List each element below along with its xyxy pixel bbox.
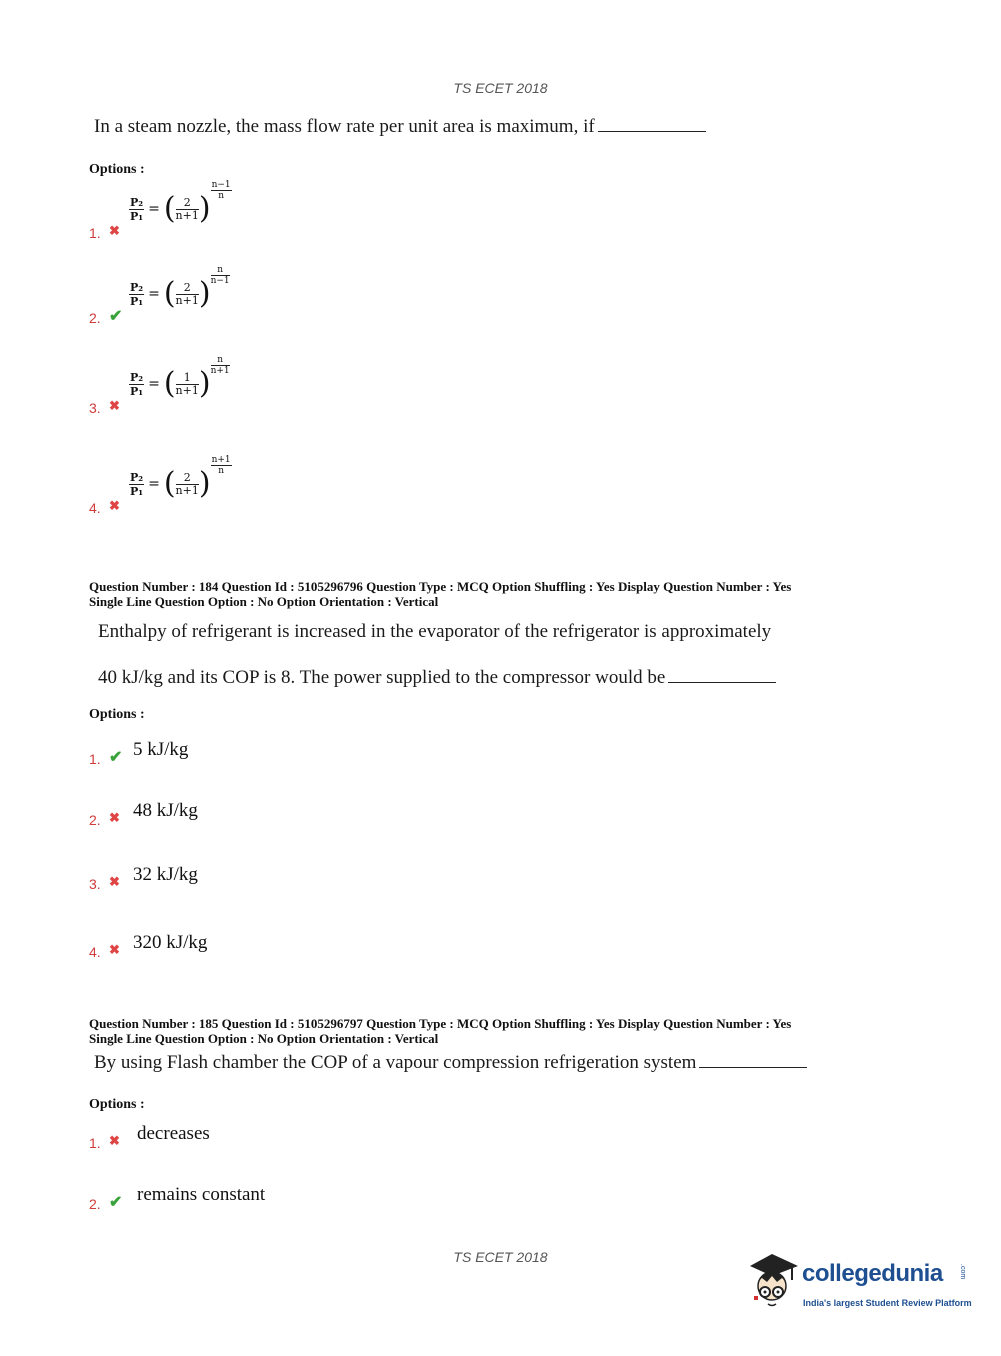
- option-text: 320 kJ/kg: [133, 932, 208, 953]
- q184-meta-line2: Single Line Question Option : No Option Orientation : Vertical: [89, 594, 439, 609]
- option-text: decreases: [137, 1123, 210, 1144]
- p1: P₁: [130, 484, 144, 498]
- exp-num: n−1: [211, 180, 231, 190]
- p2: P₂: [130, 195, 144, 209]
- exponent: [211, 355, 230, 376]
- exp-den: n+1: [210, 366, 230, 376]
- right-paren: ): [198, 366, 211, 401]
- option-text: 48 kJ/kg: [133, 800, 198, 821]
- p2: P₂: [130, 280, 144, 294]
- inner-fraction: [176, 372, 199, 397]
- option-number: 4.: [89, 500, 101, 516]
- pressure-ratio: [129, 471, 144, 498]
- option-number: 4.: [89, 944, 101, 960]
- option-3: [89, 355, 289, 416]
- q185-options-label: Options :: [89, 1097, 145, 1112]
- right-paren: ): [198, 191, 211, 226]
- option-formula: [129, 265, 230, 311]
- option-number: 2.: [89, 310, 101, 326]
- inner-den: n+1: [175, 208, 199, 222]
- option-1: [89, 1123, 389, 1153]
- right-paren: ): [198, 466, 211, 501]
- option-4: [89, 455, 289, 516]
- option-number: 2.: [89, 812, 101, 828]
- q185-meta-line2: Single Line Question Option : No Option Orientation : Vertical: [89, 1031, 439, 1046]
- q1-options-label: Options :: [89, 162, 145, 177]
- q185-text: By using Flash chamber the COP of a vapour compression refrigeration system: [94, 1052, 807, 1074]
- option-number: 1.: [89, 225, 101, 241]
- p1: P₁: [130, 384, 144, 398]
- page-header: TS ECET 2018: [453, 80, 548, 96]
- correct-answer-icon: ✔: [109, 308, 123, 325]
- option-text: remains constant: [137, 1184, 266, 1205]
- left-paren: (: [163, 466, 176, 501]
- wrong-answer-icon: ✖: [109, 1133, 120, 1148]
- exp-num: n: [211, 355, 230, 366]
- q185-meta: [89, 1016, 791, 1046]
- exponent: [211, 265, 230, 286]
- equals: =: [148, 476, 160, 492]
- option-2: [89, 800, 389, 830]
- option-text: 32 kJ/kg: [133, 864, 198, 885]
- correct-answer-icon: ✔: [109, 1194, 123, 1211]
- p1: P₁: [130, 294, 144, 308]
- p2: P₂: [130, 370, 144, 384]
- logo-wordmark: collegedunia: [802, 1260, 943, 1287]
- logo-suffix: .com: [959, 1264, 966, 1280]
- pressure-ratio: [129, 281, 144, 308]
- exponent: [211, 455, 232, 476]
- option-number: 3.: [89, 876, 101, 892]
- answer-blank: [668, 668, 776, 683]
- inner-fraction: [176, 197, 199, 222]
- q184-options-label: Options :: [89, 707, 145, 722]
- pressure-ratio: [129, 371, 144, 398]
- left-paren: (: [163, 191, 176, 226]
- question-183-text: In a steam nozzle, the mass flow rate per unit area is maximum, if: [94, 116, 706, 138]
- correct-answer-icon: ✔: [109, 749, 123, 766]
- page-footer: TS ECET 2018: [453, 1249, 548, 1265]
- option-number: 1.: [89, 751, 101, 767]
- left-paren: (: [163, 276, 176, 311]
- q185-meta-line1: Question Number : 185 Question Id : 5105296797 Question Type : MCQ Option Shuffling : Yes Display Question Number : Yes: [89, 1016, 792, 1031]
- inner-fraction: [176, 472, 199, 497]
- equals: =: [148, 286, 160, 302]
- exp-den: n: [218, 466, 225, 476]
- wrong-answer-icon: ✖: [109, 874, 120, 889]
- option-4: [89, 932, 389, 962]
- option-1: [89, 739, 389, 769]
- inner-den: n+1: [175, 383, 199, 397]
- left-paren: (: [163, 366, 176, 401]
- option-number: 3.: [89, 400, 101, 416]
- q184-text-line1: Enthalpy of refrigerant is increased in the evaporator of the refrigerator is approximately: [98, 621, 772, 642]
- q184-meta-line1: Question Number : 184 Question Id : 5105296796 Question Type : MCQ Option Shuffling : Yes Display Question Number : Yes: [89, 579, 792, 594]
- exp-num: n: [211, 265, 230, 276]
- option-formula: [129, 355, 230, 401]
- inner-num: 2: [176, 472, 199, 485]
- option-formula: [129, 455, 232, 501]
- option-2: [89, 265, 289, 326]
- q184-meta: [89, 579, 791, 609]
- pressure-ratio: [129, 196, 144, 223]
- option-text: 5 kJ/kg: [133, 739, 189, 760]
- p1: P₁: [130, 209, 144, 223]
- inner-fraction: [176, 282, 199, 307]
- inner-den: n+1: [175, 483, 199, 497]
- wrong-answer-icon: ✖: [109, 223, 120, 238]
- exp-num: n+1: [211, 455, 231, 465]
- inner-num: 2: [176, 282, 199, 295]
- wrong-answer-icon: ✖: [109, 942, 120, 957]
- wrong-answer-icon: ✖: [109, 398, 120, 413]
- q184-text-line2: 40 kJ/kg and its COP is 8. The power supplied to the compressor would be: [98, 667, 776, 689]
- inner-num: 2: [176, 197, 199, 210]
- right-paren: ): [198, 276, 211, 311]
- equals: =: [148, 201, 160, 217]
- collegedunia-logo: [742, 1252, 972, 1316]
- option-number: 1.: [89, 1135, 101, 1151]
- inner-num: 1: [176, 372, 199, 385]
- exp-den: n−1: [210, 276, 230, 286]
- exp-den: n: [218, 191, 225, 201]
- answer-blank: [699, 1053, 807, 1068]
- option-3: [89, 864, 389, 894]
- inner-den: n+1: [175, 293, 199, 307]
- option-1: [89, 180, 289, 241]
- wrong-answer-icon: ✖: [109, 498, 120, 513]
- mascot-icon: [742, 1252, 800, 1316]
- option-formula: [129, 180, 232, 226]
- answer-blank: [598, 117, 706, 132]
- option-number: 2.: [89, 1196, 101, 1212]
- p2: P₂: [130, 470, 144, 484]
- exponent: [211, 180, 232, 201]
- wrong-answer-icon: ✖: [109, 810, 120, 825]
- option-2: [89, 1184, 389, 1214]
- logo-tagline: India's largest Student Review Platform: [803, 1298, 972, 1308]
- equals: =: [148, 376, 160, 392]
